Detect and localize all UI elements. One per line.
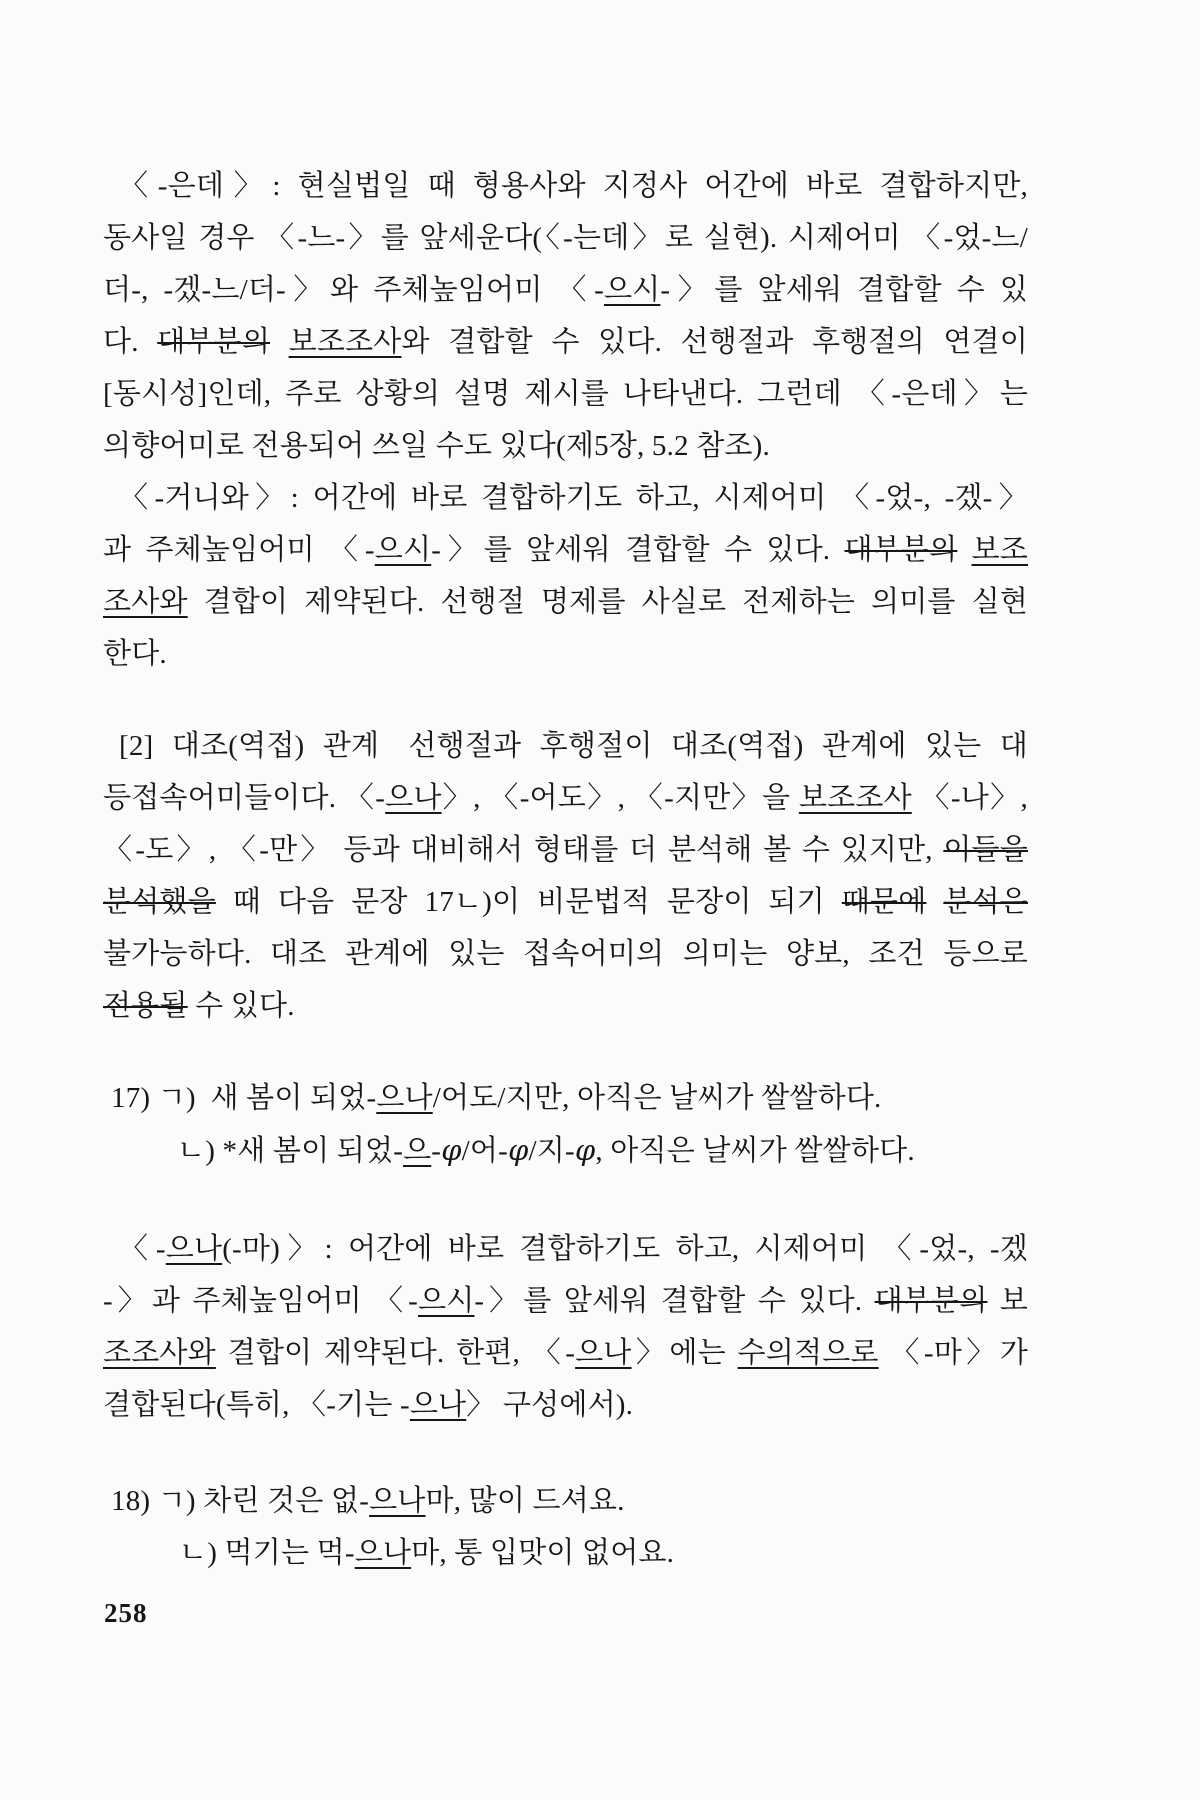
underlined-text: 으시 — [374, 534, 432, 566]
underlined-text: 으 — [403, 1135, 432, 1167]
text-run: 수 있다. — [187, 990, 295, 1022]
underlined-text: 으시 — [603, 274, 661, 306]
spacer — [103, 680, 1028, 720]
text-line — [103, 1275, 1028, 1327]
strike-marked-text: 이들을 — [943, 834, 1028, 866]
text-run: /어- — [461, 1135, 508, 1167]
text-run: 〉에는 — [631, 1337, 738, 1369]
strike-marked-text: 분석은 — [943, 886, 1028, 918]
text-run: ㄴ) *새 봄이 되었- — [177, 1135, 404, 1167]
underlined-text: 으나 — [354, 1537, 412, 1569]
text-run: -〉과 주체높임어미 〈- — [103, 1285, 418, 1317]
text-line — [103, 720, 1028, 772]
underlined-text: 으나 — [575, 1337, 632, 1369]
paragraph — [103, 720, 1028, 1032]
text-run: 동사일 경우 〈-느-〉를 앞세운다(〈-는데〉로 실현). 시제어미 〈-었-느/ — [103, 222, 1028, 254]
underlined-text: 으시 — [417, 1285, 475, 1317]
text-run — [926, 886, 943, 918]
text-line — [103, 1072, 1028, 1124]
text-line — [103, 980, 1028, 1032]
example-block — [103, 1475, 1028, 1579]
text-line — [103, 1223, 1028, 1275]
paragraph — [103, 1223, 1028, 1431]
strike-marked-text: 대부분의 — [157, 326, 271, 358]
underlined-text: 조조사와 — [103, 1337, 216, 1369]
text-run: 마, 많이 드셔요. — [425, 1485, 625, 1517]
underlined-text: 으나 — [369, 1485, 426, 1517]
text-run: 때 다음 문장 17ㄴ)이 비문법적 문장이 되기 — [215, 886, 842, 918]
text-line — [103, 472, 1028, 524]
text-run: 〈-은데〉: 현실법일 때 형용사와 지정사 어간에 바로 결합하지만, — [119, 170, 1028, 202]
text-line — [103, 1379, 1028, 1431]
text-run: 다. — [103, 326, 158, 358]
underlined-text: 으나 — [376, 1082, 433, 1114]
text-line — [103, 160, 1028, 212]
text-run: [2] 대조(역접) 관계 선행절과 후행절이 대조(역접) 관계에 있는 대 — [119, 730, 1028, 762]
text-run: 와 결합할 수 있다. 선행절과 후행절의 연결이 — [401, 326, 1028, 358]
text-run: 18) ㄱ) 차린 것은 없- — [111, 1485, 370, 1517]
text-run: 불가능하다. 대조 관계에 있는 접속어미의 의미는 양보, 조건 등으로 — [103, 938, 1028, 970]
text-line — [103, 1475, 1028, 1527]
text-run: , 아직은 날씨가 쌀쌀하다. — [595, 1135, 915, 1167]
text-line — [103, 576, 1028, 628]
text-run: 〈-나〉, — [911, 782, 1029, 814]
text-run: 〉, 〈-어도〉, 〈-지만〉을 — [441, 782, 799, 814]
text-run: 의향어미로 전용되어 쓰일 수도 있다(제5장, 5.2 참조). — [103, 430, 770, 462]
text-run: 〈-거니와〉: 어간에 바로 결합하기도 하고, 시제어미 〈-었-, -겠-〉 — [119, 482, 1028, 514]
underlined-text: 보조조사 — [288, 326, 402, 358]
text-run: 〉 구성에서). — [466, 1389, 634, 1421]
text-run: [동시성]인데, 주로 상황의 설명 제시를 나타낸다. 그런데 〈-은데〉는 — [103, 378, 1028, 410]
text-run: 등접속어미들이다. 〈- — [103, 782, 386, 814]
text-run: 결합이 제약된다. 한편, 〈- — [215, 1337, 576, 1369]
text-line — [103, 264, 1028, 316]
text-line — [103, 928, 1028, 980]
text-line — [103, 1124, 1028, 1177]
text-line — [103, 420, 1028, 472]
text-line — [103, 316, 1028, 368]
text-run — [957, 534, 971, 566]
page-text — [103, 160, 1028, 1579]
text-run: /지- — [528, 1135, 575, 1167]
spacer — [103, 1431, 1028, 1475]
text-line — [103, 524, 1028, 576]
phi-symbol: φ — [508, 1133, 529, 1167]
strike-marked-text: 전용될 — [103, 990, 188, 1022]
underlined-text: 으나 — [165, 1233, 223, 1265]
underlined-text: 조사와 — [103, 586, 188, 618]
text-line — [103, 824, 1028, 876]
text-run: 17) ㄱ) 새 봄이 되었- — [111, 1082, 377, 1114]
text-line — [103, 772, 1028, 824]
text-run: (-마)〉: 어간에 바로 결합하기도 하고, 시제어미 〈-었-, -겠 — [222, 1233, 1028, 1265]
text-run: 〈- — [119, 1233, 166, 1265]
underlined-text: 수의적으로 — [737, 1337, 879, 1369]
underlined-text: 보조 — [971, 534, 1028, 566]
text-run: 마, 통 입맛이 없어요. — [411, 1537, 675, 1569]
text-run: ㄴ) 먹기는 먹- — [179, 1537, 355, 1569]
text-line — [103, 212, 1028, 264]
text-run: -〉를 앞세워 결합할 수 있다. — [431, 534, 845, 566]
text-run: 더-, -겠-느/더-〉와 주체높임어미 〈- — [103, 274, 604, 306]
text-run: /어도/지만, 아직은 날씨가 쌀쌀하다. — [432, 1082, 882, 1114]
text-run: -〉를 앞세워 결합할 수 있 — [660, 274, 1028, 306]
text-run: 〈-도〉, 〈-만〉 등과 대비해서 형태를 더 분석해 볼 수 있지만, — [103, 834, 944, 866]
text-run: -〉를 앞세워 결합할 수 있다. — [474, 1285, 875, 1317]
text-run: 한다. — [103, 638, 167, 670]
paragraph — [103, 160, 1028, 472]
text-run: 결합이 제약된다. 선행절 명제를 사실로 전제하는 의미를 실현 — [187, 586, 1028, 618]
paragraph — [103, 472, 1028, 680]
text-run: 보 — [987, 1285, 1028, 1317]
example-block — [103, 1072, 1028, 1177]
text-line — [103, 1327, 1028, 1379]
phi-symbol: φ — [574, 1133, 596, 1167]
phi-symbol: φ — [441, 1133, 462, 1167]
underlined-text: 보조조사 — [798, 782, 912, 814]
text-run: 결합된다(특히, 〈-기는 - — [103, 1389, 410, 1421]
text-run: - — [431, 1135, 442, 1167]
page-number: 258 — [104, 1598, 148, 1628]
underlined-text: 으나 — [409, 1389, 467, 1421]
strike-marked-text: 때문에 — [841, 886, 927, 918]
text-line — [103, 368, 1028, 420]
text-run: 〈-마〉가 — [878, 1337, 1028, 1369]
underlined-text: 으나 — [385, 782, 442, 814]
text-line — [103, 876, 1028, 928]
text-line — [103, 628, 1028, 680]
spacer — [103, 1177, 1028, 1223]
strike-marked-text: 대부분의 — [874, 1285, 988, 1317]
text-line — [103, 1527, 1028, 1579]
strike-marked-text: 분석했을 — [103, 886, 216, 918]
text-run — [270, 326, 289, 358]
text-run: 과 주체높임어미 〈- — [103, 534, 375, 566]
strike-marked-text: 대부분의 — [844, 534, 958, 566]
spacer — [103, 1032, 1028, 1072]
